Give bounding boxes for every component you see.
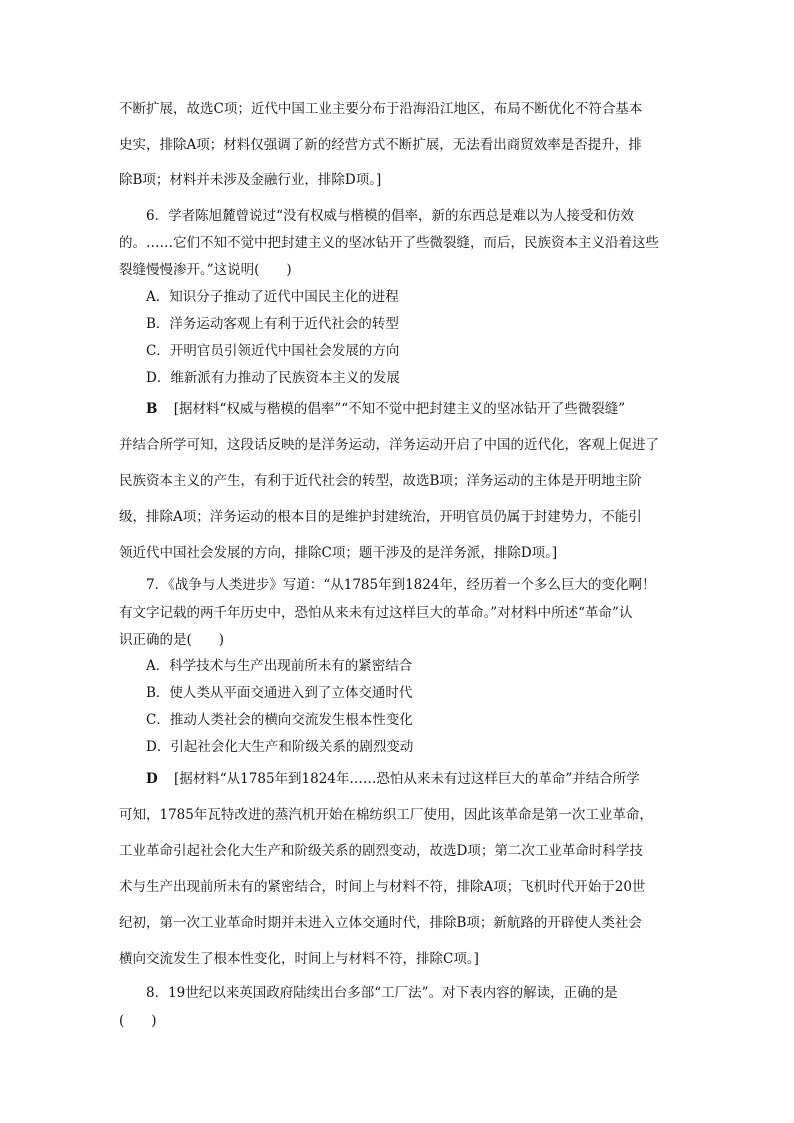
question-7-explanation-line: 横向交流发生了根本性变化，时间上与材料不符，排除C项。] [119,951,479,967]
question-7-explanation-line: 术与生产出现前所未有的紧密结合，时间上与材料不符，排除A项；飞机时代开始于20世 [119,879,646,895]
question-7-explanation-line: 纪初，第一次工业革命时期并未进入立体交通时代，排除B项；新航路的开辟使人类社会 [119,915,642,931]
question-7-stem-line: 识正确的是( ) [119,632,225,648]
question-7-stem-line: 7．《战争与人类进步》写道：“从1785年到1824年，经历着一个多么巨大的变化啊！ [146,577,656,593]
question-7-stem-line: 有文字记载的两千年历史中，恐怕从来未有过这样巨大的革命。”对材料中所述“革命”认 [119,605,633,621]
text-line: 除B项；材料并未涉及金融行业，排除D项。] [119,172,382,188]
question-7-option-b: B．使人类从平面交通进入到了立体交通时代 [146,685,413,701]
question-6-explanation-line: 民族资本主义的产生，有利于近代社会的转型，故选B项；洋务运动的主体是开明地主阶 [119,473,642,489]
question-6-option-b: B．洋务运动客观上有利于近代社会的转型 [146,316,399,332]
question-7-explanation-line [146,770,706,788]
question-7-explanation-text: [据材料“从1785年到1824年……恐怕从来未有过这样巨大的革命”并结合所学 [174,771,640,787]
question-6-answer: B [146,401,158,417]
question-6-option-c: C．开明官员引领近代中国社会发展的方向 [146,343,400,359]
question-7-option-c: C．推动人类社会的横向交流发生根本性变化 [146,712,413,728]
question-7-option-a: A．科学技术与生产出现前所未有的紧密结合 [146,658,413,674]
question-7-explanation-line: 可知，1785年瓦特改进的蒸汽机开始在棉纺织工厂使用，因此该革命是第一次工业革命， [119,807,653,823]
text-line: 不断扩展，故选C项；近代中国工业主要分布于沿海沿江地区，布局不断优化不符合基本 [119,101,643,117]
question-6-explanation-line [146,400,706,418]
question-6-explanation-line: 领近代中国社会发展的方向，排除C项；题干涉及的是洋务派，排除D项。] [119,545,558,561]
question-8-stem-line: 8．19世纪以来英国政府陆续出台多部“工厂法”。对下表内容的解读，正确的是 [146,985,618,1001]
question-6-stem-line: 6．学者陈旭麓曾说过“没有权威与楷模的倡率，新的东西总是难以为人接受和仿效 [146,208,634,224]
question-6-option-d: D．维新派有力推动了民族资本主义的发展 [146,370,400,386]
question-6-explanation-text: [据材料“权威与楷模的倡率”“不知不觉中把封建主义的坚冰钻开了些微裂缝” [173,401,626,417]
text-line: 史实，排除A项；材料仅强调了新的经营方式不断扩展，无法看出商贸效率是否提升，排 [119,137,642,153]
question-6-explanation-line: 并结合所学可知，这段话反映的是洋务运动，洋务运动开启了中国的近代化，客观上促进了 [119,437,659,453]
question-7-explanation-line: 工业革命引起社会化大生产和阶级关系的剧烈变动，故选D项；第二次工业革命时科学技 [119,843,643,859]
question-7-option-d: D．引起社会化大生产和阶级关系的剧烈变动 [146,739,414,755]
question-6-stem-line: 的。……它们不知不觉中把封建主义的坚冰钻开了些微裂缝，而后，民族资本主义沿着这些 [119,235,659,251]
question-6-stem-line: 裂缝慢慢渗开。”这说明( ) [119,262,292,278]
question-6-option-a: A．知识分子推动了近代中国民主化的进程 [146,289,399,305]
question-7-answer: D [146,771,158,787]
question-6-explanation-line: 级，排除A项；洋务运动的根本目的是维护封建统治，开明官员仍属于封建势力，不能引 [119,509,642,525]
question-8-stem-line: ( ) [119,1013,157,1029]
